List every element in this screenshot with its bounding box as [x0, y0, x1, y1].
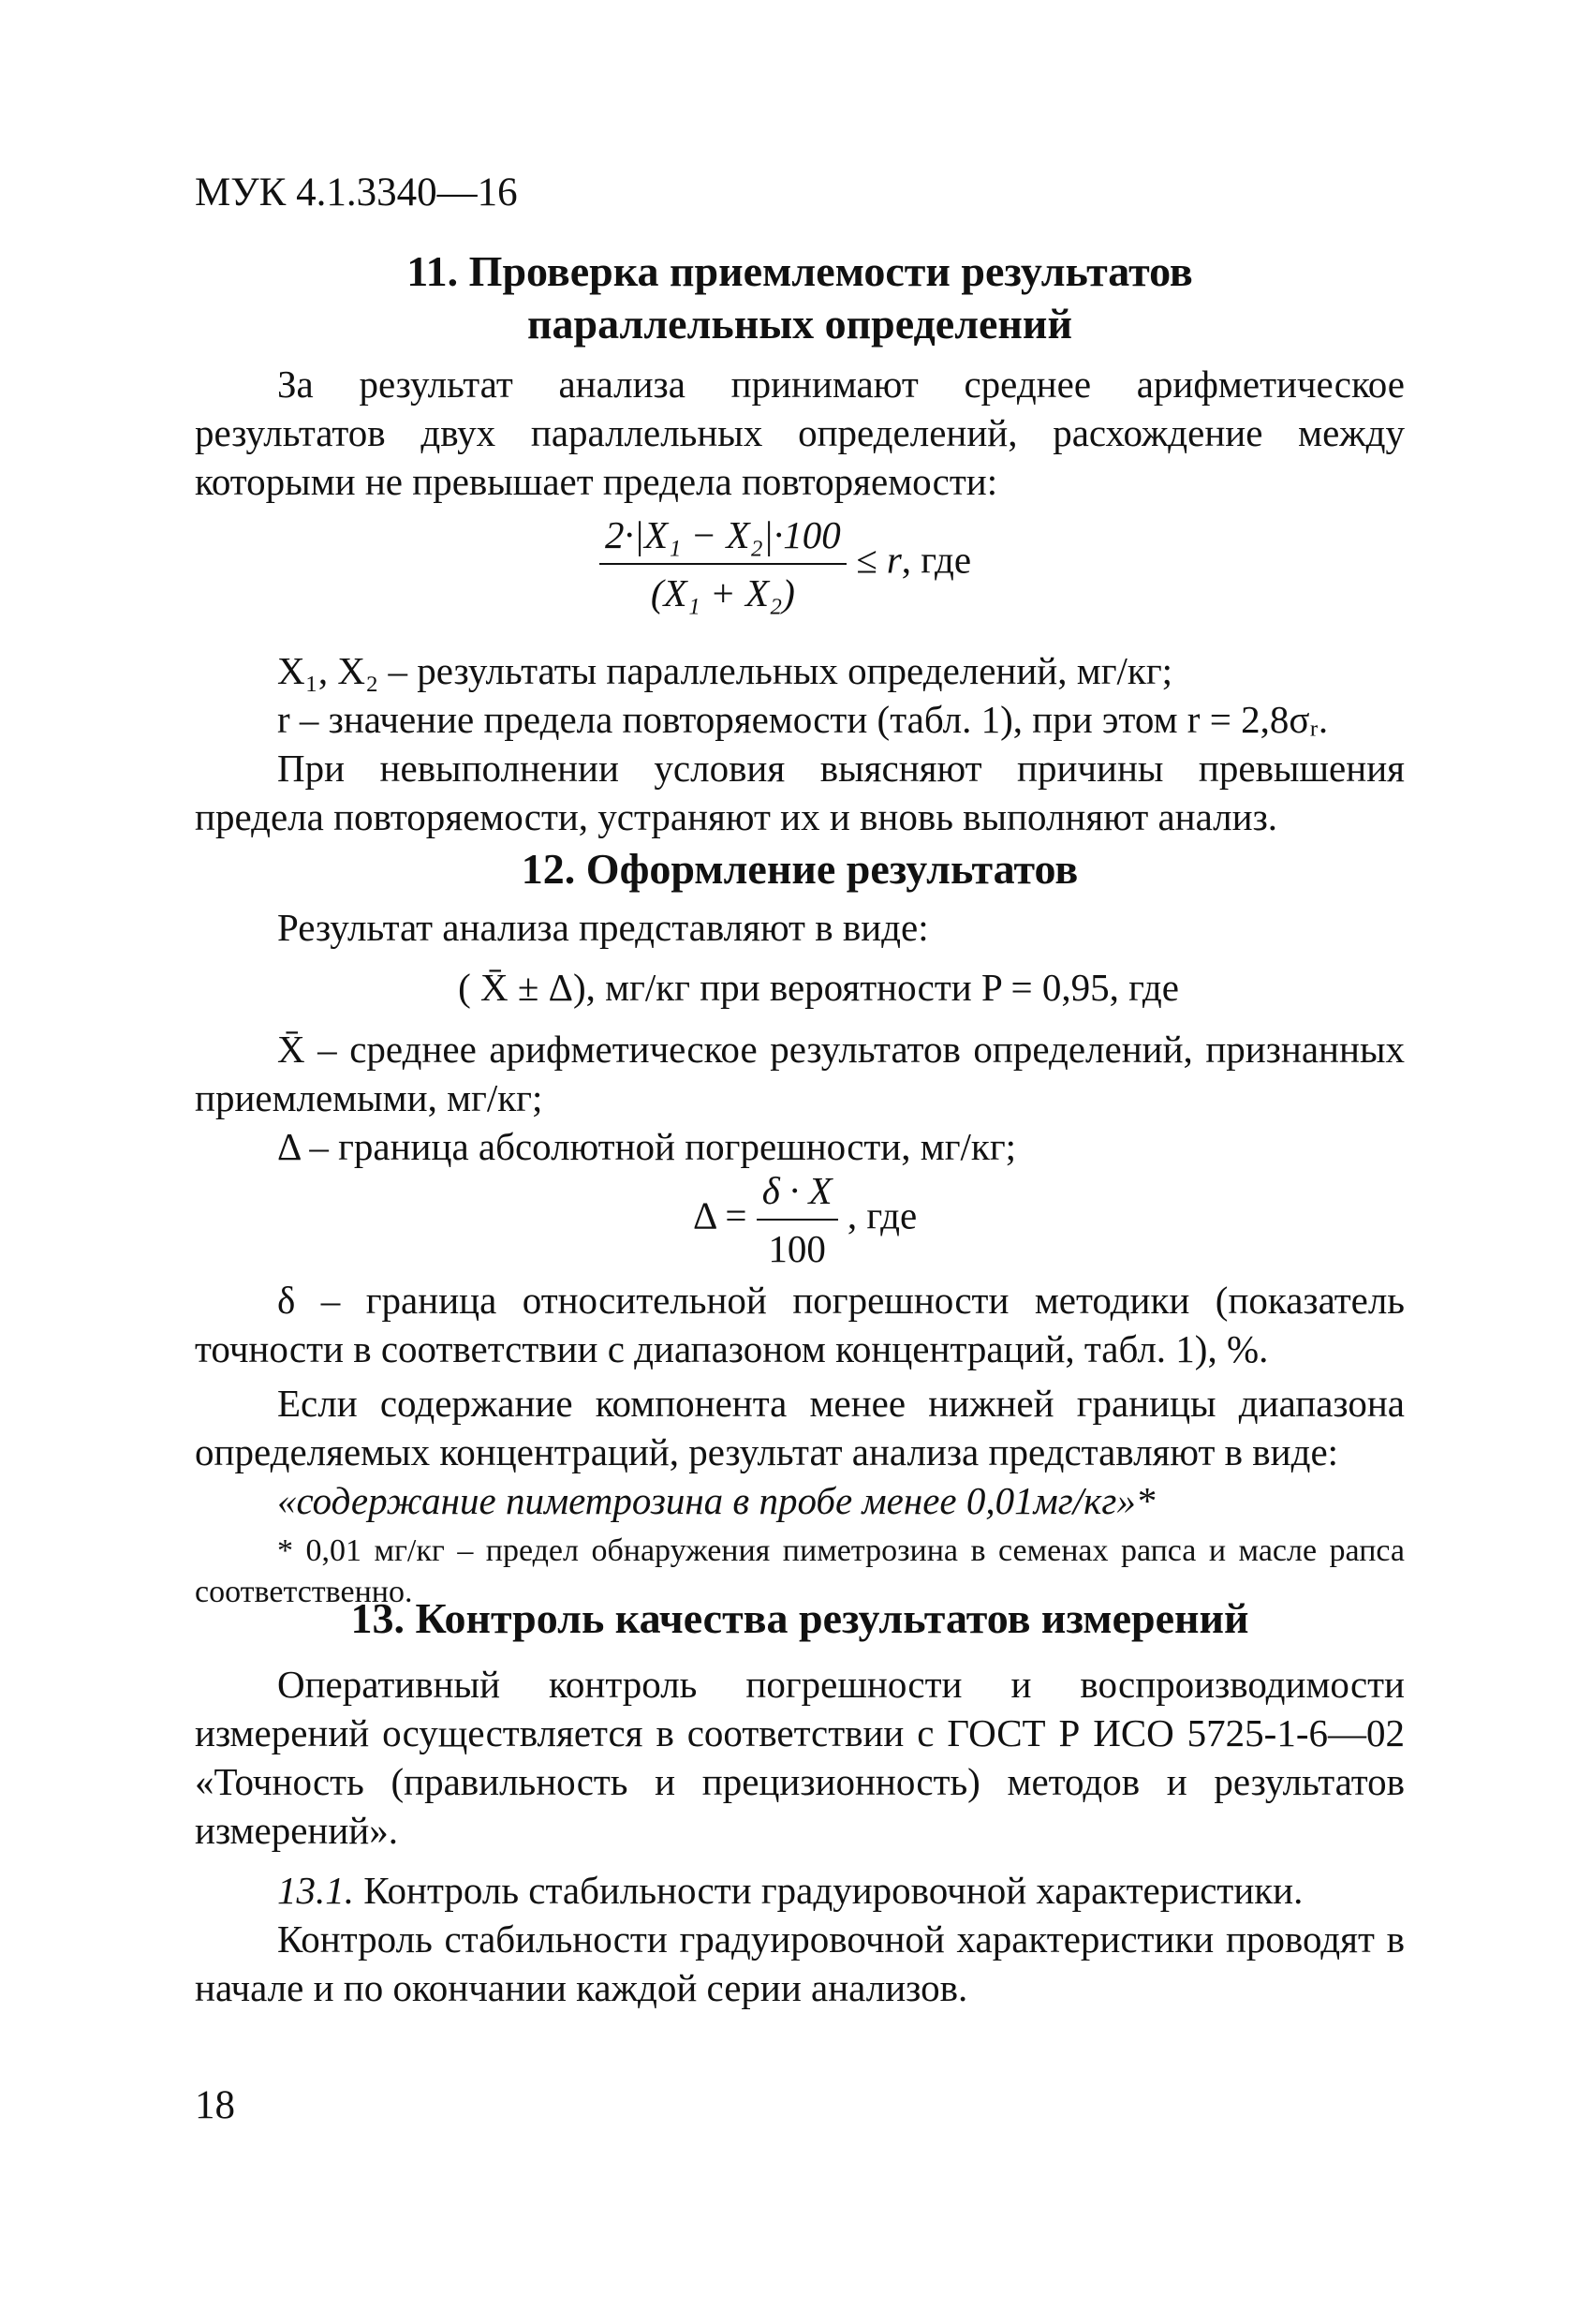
document-code: МУК 4.1.3340—16: [195, 170, 518, 215]
section-12-title: 12. Оформление результатов: [521, 845, 1079, 893]
section-13-para2: Контроль стабильности градуировочной характеристики проводят в начале и по окончании каждой серии анализов.: [195, 1917, 1405, 2009]
footnote: * 0,01 мг/кг – предел обнаружения пиметрозина в семенах рапса и масле рапса соответственно.: [195, 1533, 1405, 1609]
section-11-definitions: [195, 646, 1405, 841]
def-x1-x2: X₁, X₂ – результаты параллельных определений, мг/кг;: [277, 649, 1173, 692]
repeatability-relation: ≤ r: [856, 538, 902, 582]
subsection-13-1: [195, 1866, 1405, 1915]
section-11: [195, 245, 1405, 506]
section-13-title: 13. Контроль качества результатов измерений: [350, 1594, 1249, 1642]
page-number: 18: [195, 2083, 235, 2127]
def-xbar: X̄ – среднее арифметическое результатов определений, признанных приемлемыми, мг/кг;: [195, 1028, 1405, 1119]
section-12-details: [195, 1276, 1405, 1613]
repeatability-denominator: (X₁ + X₂): [650, 571, 795, 614]
section-11-title-line2: параллельных определений: [527, 300, 1072, 348]
def-delta: Δ – граница абсолютной погрешности, мг/кг;: [277, 1125, 1017, 1168]
section-11-intro: За результат анализа принимают среднее арифметическое результатов двух параллельных определений, расхождение между которыми не превышает предела повторяемости:: [195, 363, 1405, 503]
repeatability-fraction: [599, 511, 847, 617]
delta-fraction: [757, 1166, 838, 1273]
section-11-title-line1: 11. Проверка приемлемости результатов: [406, 247, 1193, 295]
section-13: [195, 1592, 1405, 2012]
result-form-line: ( X̄ ± Δ), мг/кг при вероятности P = 0,95, где: [458, 966, 1179, 1009]
section-12: [195, 843, 1405, 1171]
section-13-para1: Оперативный контроль погрешности и воспроизводимости измерений осуществляется в соответствии с ГОСТ Р ИСО 5725-1-6—02 «Точность (правильность и прецизионность) методов и результатов измерений».: [195, 1663, 1405, 1852]
def-r: r – значение предела повторяемости (табл. 1), при этом r = 2,8σᵣ.: [277, 698, 1329, 741]
subsection-13-1-title: Контроль стабильности градуировочной характеристики.: [363, 1869, 1304, 1912]
delta-suffix: , где: [847, 1193, 918, 1237]
delta-lhs: Δ =: [693, 1193, 747, 1237]
section-11-note: При невыполнении условия выясняют причины превышения предела повторяемости, устраняют их и вновь выполняют анализ.: [195, 747, 1405, 838]
repeatability-numerator: 2·|X₁ − X₂|·100: [599, 511, 847, 565]
repeatability-formula: [599, 511, 1124, 628]
delta-numerator: δ · X: [757, 1166, 838, 1221]
section-12-intro: Результат анализа представляют в виде:: [277, 906, 929, 949]
subsection-13-1-number: 13.1.: [277, 1869, 354, 1912]
low-concentration-rule: Если содержание компонента менее нижней границы диапазона определяемых концентраций, результат анализа представляют в виде:: [195, 1382, 1405, 1473]
repeatability-suffix: , где: [901, 538, 972, 582]
delta-denominator: 100: [768, 1227, 826, 1270]
delta-formula: [693, 1166, 1086, 1269]
low-concentration-form: «содержание пиметрозина в пробе менее 0,01мг/кг»*: [277, 1479, 1156, 1522]
def-delta-relative: δ – граница относительной погрешности методики (показатель точности в соответствии с диапазоном концентраций, табл. 1), %.: [195, 1279, 1405, 1370]
